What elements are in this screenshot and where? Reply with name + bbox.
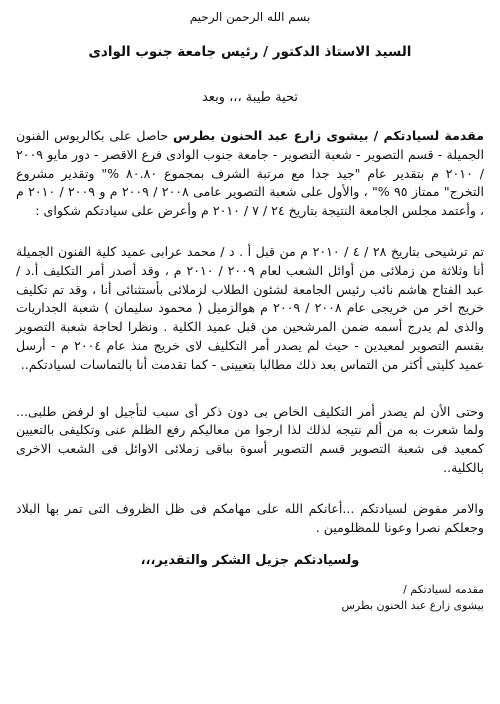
intro-body: حاصل على بكالريوس الفنون الجميلة - قسم التصوير - شعبة التصوير - جامعة جنوب الوادى فرع الاقصر - دور مايو ٢٠٠٩ / ٢٠١٠ م بتقدير عام "جيد جدا مع مرتبة الشرف بمجموع ٨٠.٨٠ %" وتقدير مشروع التخرج" ممتاز ٩٥ %" ، والأول على شعبة التصوير عامى ٢٠٠٨ / ٢٠٠٩ م و ٢٠٠٩ / ٢٠١٠ م ، وأعتمد مجلس الجامعة النتيجة بتاريخ ٢٤ / ٧ / ٢٠١٠ م وأعرض على سيادتكم شكواى : [16,128,485,219]
signature-name: بيشوى زارع عبد الحنون بطرس [341,599,484,613]
addressee-line: السيد الاستاذ الدكتور / رئيس جامعة جنوب الوادى [88,44,412,60]
signature-label: مقدمه لسيادتكم / [403,583,484,597]
closing-line: ولسيادتكم جزيل الشكر والتقدير،،، [140,553,360,569]
sender-intro: مقدمة لسيادتكم / بيشوى زارع عبد الحنون بطرس [173,128,485,143]
paragraph-complaint: تم ترشيحى بتاريخ ٢٨ / ٤ / ٢٠١٠ م من قبل أ . د / محمد عرابى عميد كلية الفنون الجميلة أنا وثلاثة من زملائى من أوائل الشعب لعام ٢٠٠٩ / ٢٠١٠ م ، وقد أصدر أمر التكليف أ.د / عبد الفتاح هاشم نائب رئيس الجامعة لشئون الطلاب لزملائى بأستثنائى أنا ، وقد تم تكليف خريج اخر من خريجى عام ٢٠٠٨ / ٢٠٠٩ م هوالزميل ( محمود سليمان ) شعبة الجداريات والذى لم يدرج أسمه ضمن المرشحين من قبل عميد الكلية . ونظرا لحاجة شعبة التصوير بقسم التصوير لمعيدين - حيث لم يصدر أمر التكليف لاى خريج منذ عام ٢٠٠٤ م - أرسل عميد كليتى أكثر من التماس بعد ذلك مطالبا بتعيينى - كما تقدمت أنا بالتماسات لسيادتكم.. [16,243,485,372]
basmala: بسم الله الرحمن الرحيم [189,10,311,24]
paragraph-request: وحتى الأن لم يصدر أمر التكليف الخاص بى دون ذكر أى سبب لتأجيل او لرفض طلبى... ولما شعرت به من ألم نتيجه لذلك لذا ارجوا من معاليكم رفع الظلم عنى وتكليفى بالتعيين كمعيد فى شعبة التصوير قسم التصوير أسوة بباقى زملائى الاوائل فى الشعب الاخرى بالكلية.. [16,403,484,475]
signature-block [16,582,484,614]
greeting: تحية طيبة ،،، وبعد [201,90,299,105]
paragraph-introduction [16,127,484,221]
paragraph-conclusion: والامر مفوض لسيادتكم ...أعانكم الله على مهامكم فى ظل الظروف التى تمر بها البلاد وجعلكم نصرا وعونا للمظلومين . [16,500,484,535]
